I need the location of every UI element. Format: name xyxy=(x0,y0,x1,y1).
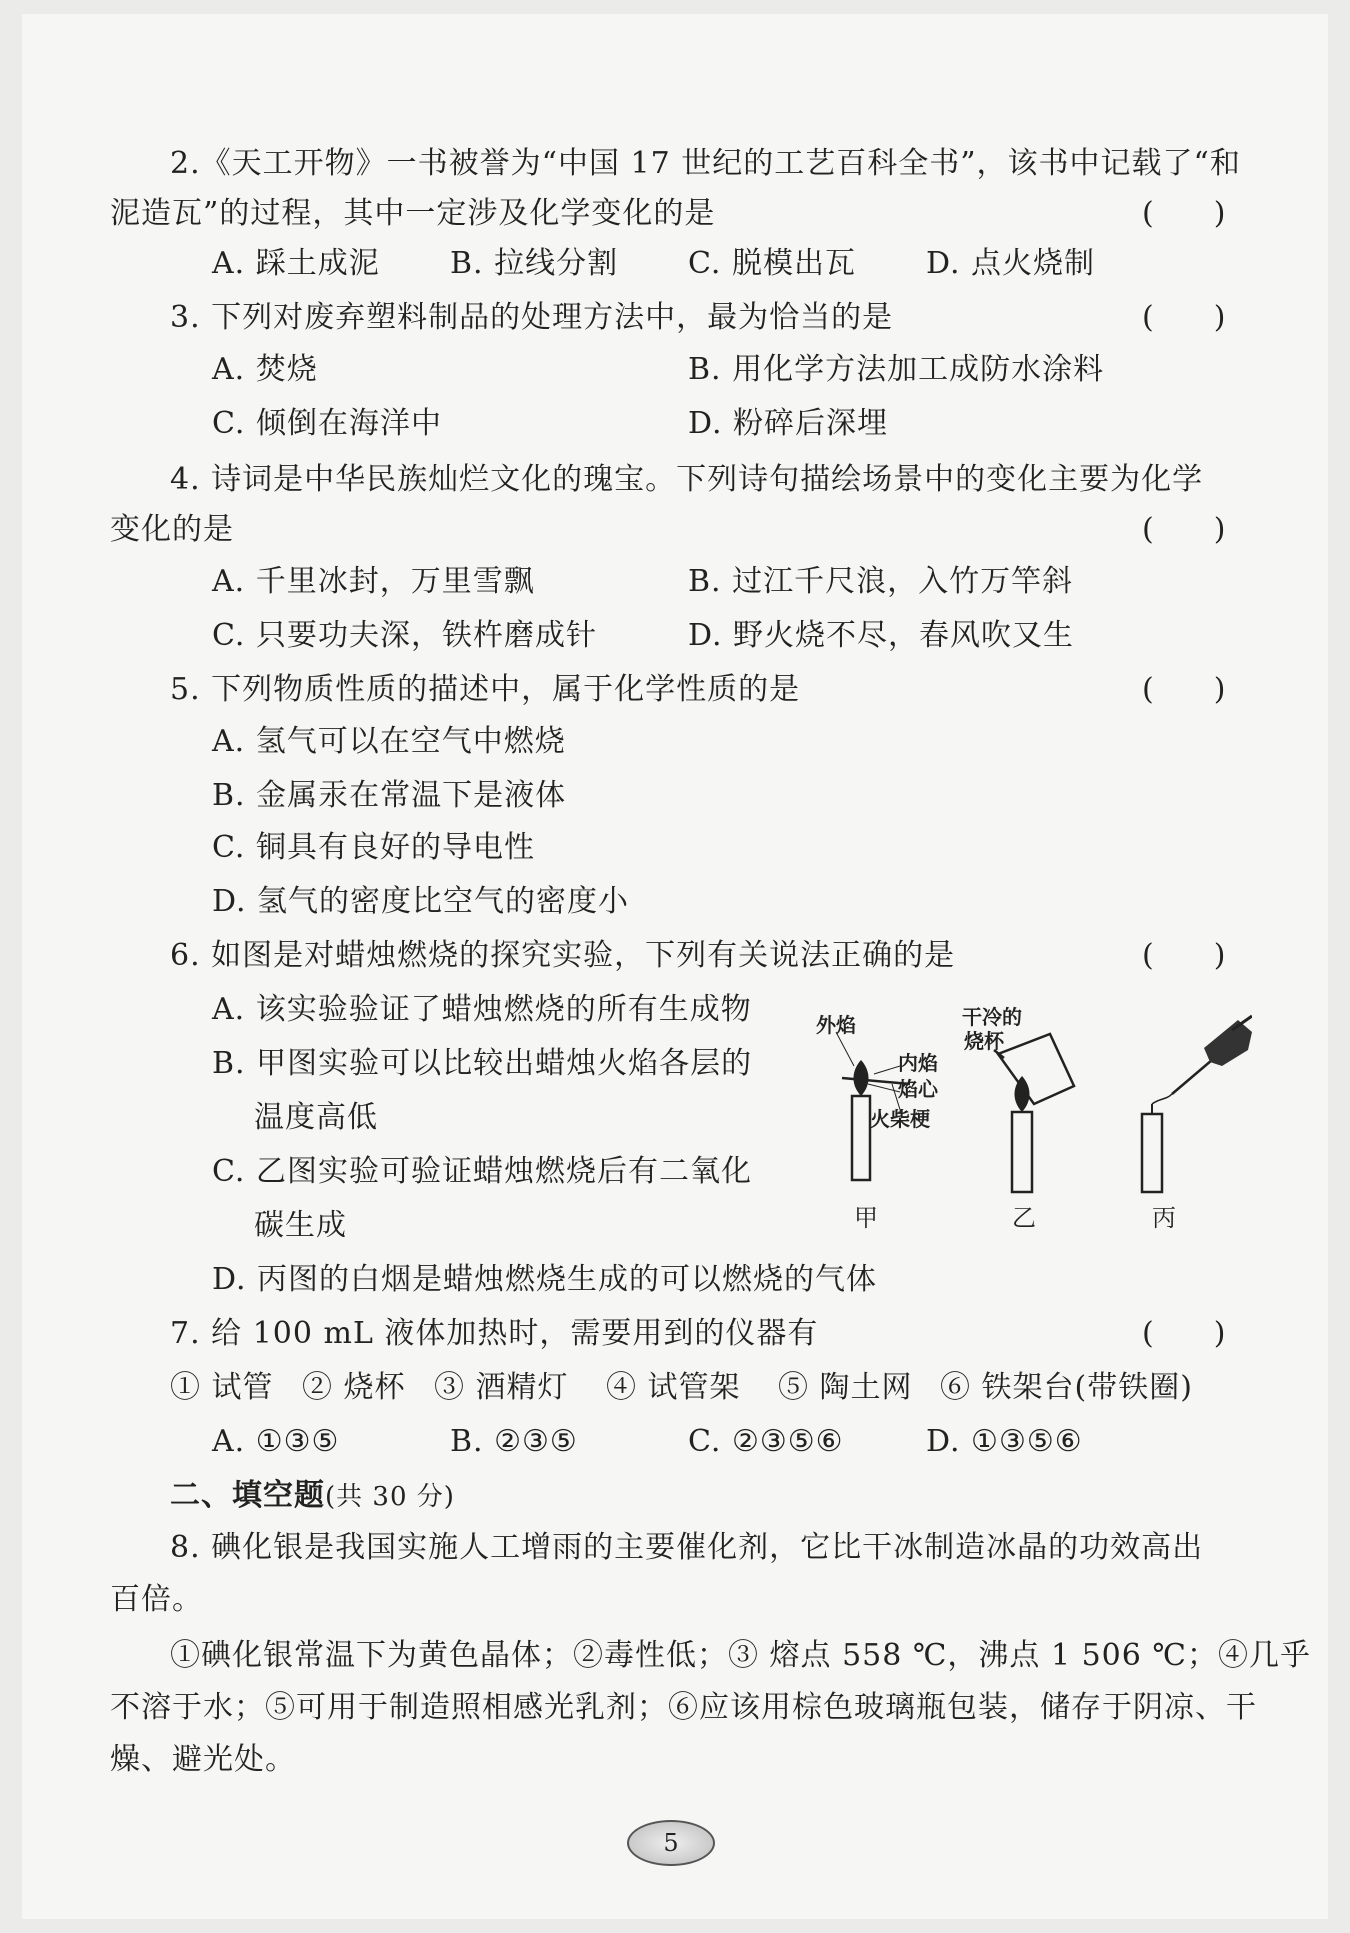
q3-option-c: C. 倾倒在海洋中 xyxy=(212,406,442,441)
label-flame-core: 焰心 xyxy=(898,1077,938,1101)
q5-option-a: A. 氢气可以在空气中燃烧 xyxy=(212,724,566,759)
q7-stem-line1: 7. 给 100 mL 液体加热时，需要用到的仪器有 xyxy=(170,1316,819,1351)
q4-option-d: D. 野火烧不尽，春风吹又生 xyxy=(688,618,1075,653)
q7-option-b: B. ②③⑤ xyxy=(450,1424,578,1459)
q2-option-a: A. 踩土成泥 xyxy=(212,246,380,281)
q7-option-c: C. ②③⑤⑥ xyxy=(688,1424,844,1459)
q7-item-5: ⑤ 陶土网 xyxy=(778,1370,913,1405)
label-outer-flame: 外焰 xyxy=(816,1013,856,1037)
page-number: 5 xyxy=(627,1820,715,1866)
q8-info-line3: 燥、避光处。 xyxy=(110,1742,296,1777)
q6-stem-line1: 6. 如图是对蜡烛燃烧的探究实验，下列有关说法正确的是 xyxy=(170,938,956,973)
q3-stem-line1: 3. 下列对废弃塑料制品的处理方法中，最为恰当的是 xyxy=(170,300,894,335)
q3-option-b: B. 用化学方法加工成防水涂料 xyxy=(688,352,1105,387)
q8-stem-line1: 8. 碘化银是我国实施人工增雨的主要催化剂，它比干冰制造冰晶的功效高出 xyxy=(170,1530,1204,1565)
q2-option-c: C. 脱模出瓦 xyxy=(688,246,856,281)
section-title: 二、填空题 xyxy=(170,1478,325,1513)
q7-item-1: ① 试管 xyxy=(170,1370,274,1405)
label-inner-flame: 内焰 xyxy=(898,1051,938,1075)
section-heading xyxy=(170,1474,455,1518)
caption-bing: 丙 xyxy=(1152,1204,1176,1232)
candle-experiment-figure xyxy=(812,1004,1252,1244)
q6-option-b-line2: 温度高低 xyxy=(254,1100,378,1135)
document-page xyxy=(22,14,1328,1919)
figure-bing xyxy=(1142,1016,1252,1232)
q5-option-d: D. 氢气的密度比空气的密度小 xyxy=(212,884,630,919)
caption-yi: 乙 xyxy=(1012,1204,1036,1232)
q5-option-c: C. 铜具有良好的导电性 xyxy=(212,830,535,865)
figure-jia xyxy=(816,1013,939,1232)
label-beaker-line2: 烧杯 xyxy=(964,1029,1004,1053)
q6-answer-blank: ( ) xyxy=(1142,938,1226,973)
q4-answer-blank: ( ) xyxy=(1142,512,1226,547)
label-match: 火柴梗 xyxy=(870,1107,930,1131)
figure-yi xyxy=(962,1005,1074,1232)
q8-stem-line2: 百倍。 xyxy=(110,1582,203,1617)
q6-option-c-line2: 碳生成 xyxy=(254,1208,347,1243)
q4-option-a: A. 千里冰封，万里雪飘 xyxy=(212,564,535,599)
q6-option-c-line1: C. 乙图实验可验证蜡烛燃烧后有二氧化 xyxy=(212,1154,752,1189)
q3-option-d: D. 粉碎后深埋 xyxy=(688,406,889,441)
q4-stem-line1: 4. 诗词是中华民族灿烂文化的瑰宝。下列诗句描绘场景中的变化主要为化学 xyxy=(170,462,1204,497)
q2-stem-line2: 泥造瓦”的过程，其中一定涉及化学变化的是 xyxy=(110,196,716,231)
q4-option-b: B. 过江千尺浪，入竹万竿斜 xyxy=(688,564,1074,599)
q6-option-a: A. 该实验验证了蜡烛燃烧的所有生成物 xyxy=(212,992,752,1027)
q2-stem-line1: 2.《天工开物》一书被誉为“中国 17 世纪的工艺百科全书”，该书中记载了“和 xyxy=(170,146,1241,181)
q6-option-d: D. 丙图的白烟是蜡烛燃烧生成的可以燃烧的气体 xyxy=(212,1262,878,1297)
q8-info-line2: 不溶于水；⑤可用于制造照相感光乳剂；⑥应该用棕色玻璃瓶包装，储存于阴凉、干 xyxy=(110,1690,1257,1725)
q3-answer-blank: ( ) xyxy=(1142,300,1226,335)
q7-item-4: ④ 试管架 xyxy=(606,1370,741,1405)
q7-answer-blank: ( ) xyxy=(1142,1316,1226,1351)
q4-stem-line2: 变化的是 xyxy=(110,512,234,547)
q8-info-line1: ①碘化银常温下为黄色晶体；②毒性低；③ 熔点 558 ℃，沸点 1 506 ℃；④几乎 xyxy=(170,1638,1311,1673)
q4-option-c: C. 只要功夫深，铁杵磨成针 xyxy=(212,618,597,653)
q6-option-b-line1: B. 甲图实验可以比较出蜡烛火焰各层的 xyxy=(212,1046,753,1081)
q2-answer-blank: ( ) xyxy=(1142,196,1226,231)
q2-option-b: B. 拉线分割 xyxy=(450,246,619,281)
q7-option-a: A. ①③⑤ xyxy=(212,1424,340,1459)
label-beaker-line1: 干冷的 xyxy=(962,1005,1022,1029)
q3-option-a: A. 焚烧 xyxy=(212,352,318,387)
q7-option-d: D. ①③⑤⑥ xyxy=(926,1424,1083,1459)
q7-item-2: ② 烧杯 xyxy=(302,1370,406,1405)
q5-answer-blank: ( ) xyxy=(1142,672,1226,707)
q7-item-3: ③ 酒精灯 xyxy=(434,1370,569,1405)
q5-option-b: B. 金属汞在常温下是液体 xyxy=(212,778,567,813)
q5-stem-line1: 5. 下列物质性质的描述中，属于化学性质的是 xyxy=(170,672,801,707)
q2-option-d: D. 点火烧制 xyxy=(926,246,1096,281)
caption-jia: 甲 xyxy=(854,1204,878,1232)
section-score: (共 30 分) xyxy=(325,1482,455,1512)
q7-item-6: ⑥ 铁架台(带铁圈) xyxy=(940,1370,1193,1405)
